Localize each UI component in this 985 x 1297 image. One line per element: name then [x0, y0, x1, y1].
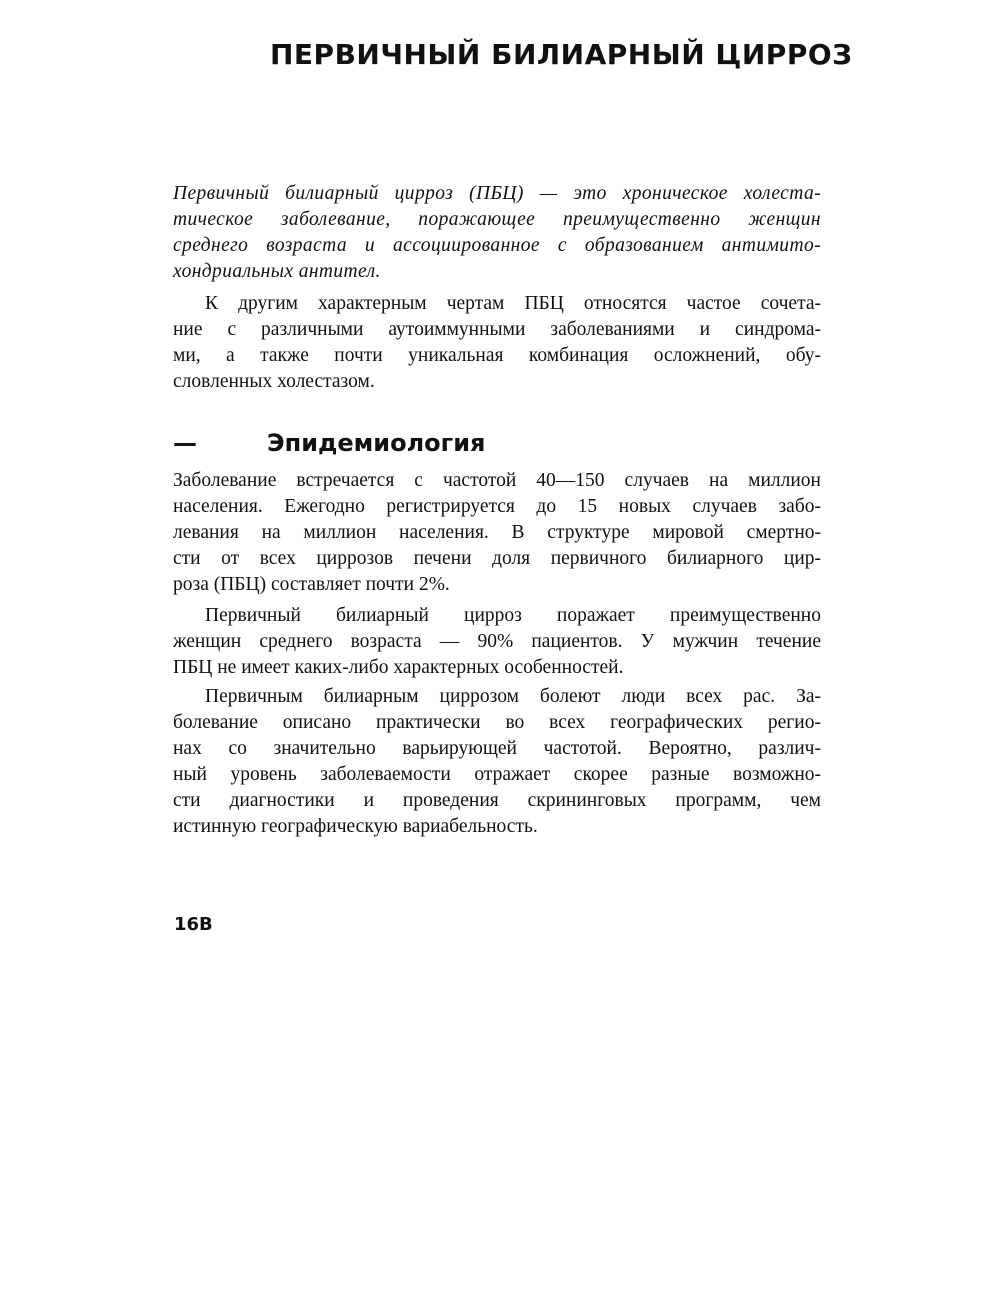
paragraph-line: Первичным билиарным циррозом болеют люди всех рас. За- — [205, 686, 821, 707]
section-dash: — — [173, 429, 197, 457]
paragraph-line: левания на миллион населения. В структуре мировой смертно- — [173, 522, 821, 543]
paragraph-line: хондриальных антител. — [173, 261, 381, 282]
section-heading-epidemiology — [173, 426, 821, 460]
paragraph-line: болевание описано практически во всех географических регио- — [173, 712, 821, 733]
intro-features-paragraph — [173, 291, 821, 395]
paragraph-line: ми, а также почти уникальная комбинация осложнений, обу- — [173, 345, 821, 366]
section-title: Эпидемиология — [267, 429, 486, 457]
paragraph-line: Первичный билиарный цирроз (ПБЦ) — это хроническое холеста- — [173, 183, 821, 204]
paragraph-line: словленных холестазом. — [173, 371, 375, 392]
paragraph-line: ПБЦ не имеет каких-либо характерных особенностей. — [173, 657, 624, 678]
paragraph-line: роза (ПБЦ) составляет почти 2%. — [173, 574, 450, 595]
epidemiology-paragraph-3 — [173, 684, 821, 840]
epidemiology-paragraph-2 — [173, 603, 821, 681]
paragraph-line: сти диагностики и проведения скрининговых программ, чем — [173, 790, 821, 811]
paragraph-line: ние с различными аутоиммунными заболеваниями и синдрома- — [173, 319, 821, 340]
paragraph-line: истинную географическую вариабельность. — [173, 816, 538, 837]
intro-definition-paragraph — [173, 181, 821, 285]
paragraph-line: нах со значительно варьирующей частотой. Вероятно, различ- — [173, 738, 821, 759]
page-title: ПЕРВИЧНЫЙ БИЛИАРНЫЙ ЦИРРОЗ — [270, 38, 853, 71]
epidemiology-paragraph-1 — [173, 468, 821, 598]
paragraph-line: женщин среднего возраста — 90% пациентов. У мужчин течение — [173, 631, 821, 652]
paragraph-line: К другим характерным чертам ПБЦ относятся частое сочета- — [205, 293, 821, 314]
paragraph-line: ный уровень заболеваемости отражает скорее разные возможно- — [173, 764, 821, 785]
paragraph-line: Заболевание встречается с частотой 40—150 случаев на миллион — [173, 470, 821, 491]
paragraph-line: тическое заболевание, поражающее преимущественно женщин — [173, 209, 821, 230]
page-number: 16B — [174, 914, 213, 935]
paragraph-line: населения. Ежегодно регистрируется до 15 новых случаев забо- — [173, 496, 821, 517]
paragraph-line: Первичный билиарный цирроз поражает преимущественно — [205, 605, 821, 626]
paragraph-line: среднего возраста и ассоциированное с образованием антимито- — [173, 235, 821, 256]
paragraph-line: сти от всех циррозов печени доля первичного билиарного цир- — [173, 548, 821, 569]
